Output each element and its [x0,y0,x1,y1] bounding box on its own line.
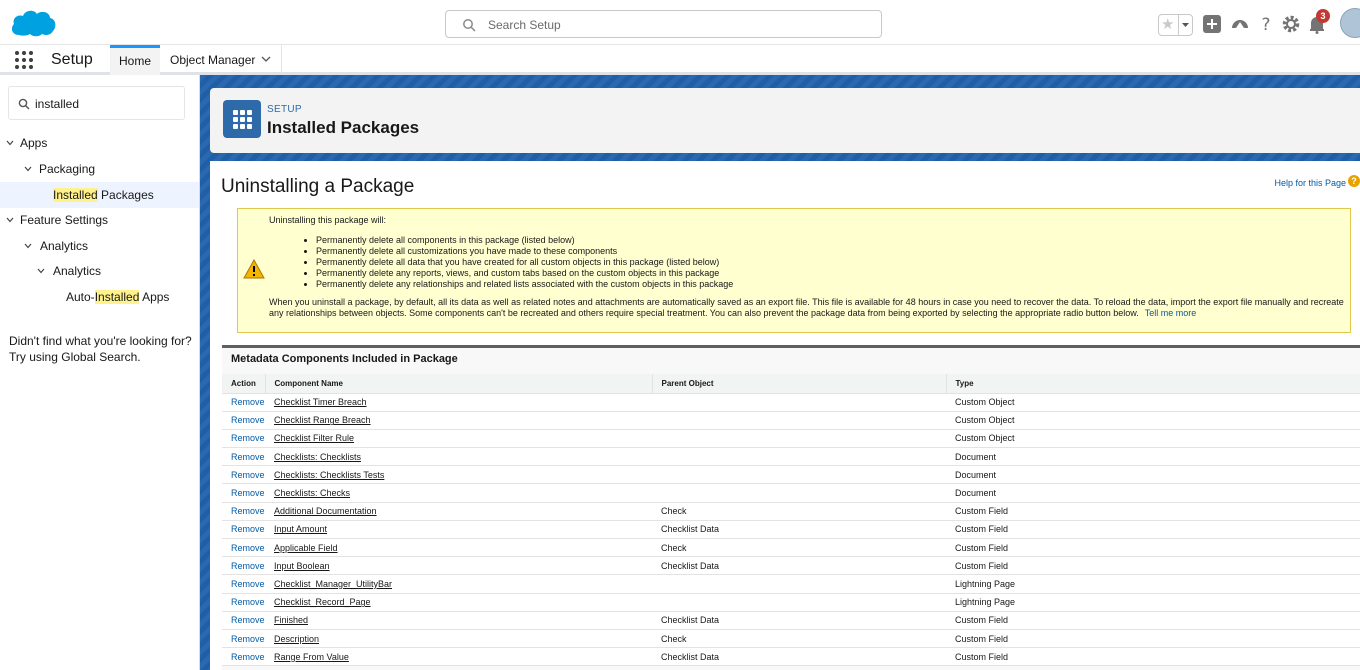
app-name: Setup [51,51,93,68]
table-row [222,448,1360,466]
type-cell: Custom Field [946,520,1360,538]
warning-paragraph: When you uninstall a package, by default, all its data as well as related notes and attachments are automatically saved as an export file. This file is available for 48 hours in case you need to recover the data. To reload the data, import the export file manually and recreate any relationships between objects. Some components can't be recreated and others require special treatment. You can also prevent the package data from being exported by selecting the appropriate radio button below. Tell me more [269,297,1344,318]
action-cell [222,629,265,647]
tree-item-packaging[interactable]: Packaging [24,159,194,179]
component-name-link[interactable]: Checklists: Checks [274,488,351,499]
action-cell [222,575,265,593]
svg-text:?: ? [1261,15,1271,34]
remove-link[interactable]: Remove [231,397,265,408]
component-name-link[interactable]: Checklists: Checklists Tests [274,469,385,480]
table-row [222,466,1360,484]
warning-box [237,208,1351,333]
search-placeholder: Search Setup [488,18,561,32]
table-row [222,520,1360,538]
warning-bullet: • Permanently delete any relationships and related lists associated with the custom objects in this package [316,279,733,290]
parent-object-cell [652,593,946,611]
parent-object-cell: Checklist Data [652,648,946,666]
table-row [222,593,1360,611]
type-cell: Custom Field [946,557,1360,575]
remove-link[interactable]: Remove [231,506,265,517]
action-cell [222,648,265,666]
remove-link[interactable]: Remove [231,451,265,462]
column-header-type: Type [946,374,1360,393]
parent-object-cell: Check [652,502,946,520]
parent-object-cell: Checklist Data [652,611,946,629]
quick-find-value: installed [35,97,80,111]
component-name-cell [265,429,652,447]
component-name-cell [265,520,652,538]
header-icons [1150,10,1360,38]
app-launcher-icon[interactable] [15,51,33,69]
action-cell [222,520,265,538]
favorites-star-icon: ★ [1161,16,1175,33]
apps-grid-icon [223,100,261,138]
action-cell [222,557,265,575]
chevron-down-icon [24,165,32,173]
main-area [200,75,1360,670]
parent-object-cell [652,393,946,411]
table-row [222,557,1360,575]
table-row [222,393,1360,411]
component-name-link[interactable]: Checklist Filter Rule [274,433,355,444]
table-row [222,629,1360,647]
table-row [222,611,1360,629]
action-cell [222,484,265,502]
warning-bullets [316,235,733,290]
tree-item-installed-packages-label: Installed Packages [53,188,154,202]
type-cell: Custom Field [946,648,1360,666]
action-cell [222,429,265,447]
column-header-component-name: Component Name [265,374,652,393]
components-section [222,345,1360,670]
type-cell: Custom Field [946,611,1360,629]
page-title: Installed Packages [267,118,420,137]
type-cell: Lightning Page [946,593,1360,611]
global-search[interactable] [445,10,882,38]
type-cell: Custom Object [946,393,1360,411]
notification-badge: 3 [1316,9,1330,23]
context-bar [0,45,1360,75]
component-name-link[interactable]: Input Amount [274,524,328,535]
chevron-down-icon[interactable] [261,55,271,63]
component-name-cell [265,629,652,647]
warning-bullet: • Permanently delete any reports, views, and custom tabs based on the custom objects in this package [316,268,733,279]
type-cell: Document [946,466,1360,484]
remove-link[interactable]: Remove [231,415,265,426]
parent-object-cell [652,429,946,447]
component-name-cell [265,502,652,520]
caret-down-icon [1179,15,1192,35]
table-row [222,484,1360,502]
action-cell [222,448,265,466]
action-cell [222,502,265,520]
warning-icon [243,259,265,279]
component-name-link[interactable]: Checklist_Manager_UtilityBar [274,578,393,589]
parent-object-cell [652,448,946,466]
page-content [210,161,1360,670]
tree-item-feature-settings[interactable]: Feature Settings [6,210,196,230]
search-icon [462,18,476,32]
help-link[interactable]: Help for this Page [1274,178,1346,188]
remove-link[interactable]: Remove [231,651,265,662]
component-name-cell [265,611,652,629]
component-name-link[interactable]: Checklist_Record_Page [274,597,371,608]
component-name-link[interactable]: Checklist Range Breach [274,415,371,426]
type-cell: Custom Object [946,429,1360,447]
table-row [222,502,1360,520]
tree-item-apps[interactable]: Apps [6,133,196,153]
warning-intro: Uninstalling this package will: [269,215,387,225]
components-title: Metadata Components Included in Package [231,353,458,365]
salesforce-cloud-logo[interactable] [9,8,57,38]
warning-bullet: • Permanently delete all data that you have created for all custom objects in this package (listed below) [316,257,733,268]
type-cell: Custom Field [946,502,1360,520]
type-cell: Document [946,448,1360,466]
trailhead-icon[interactable] [1230,14,1250,34]
chevron-down-icon [24,242,32,250]
warning-bullet: • Permanently delete all components in this package (listed below) [316,235,733,246]
component-name-link[interactable]: Input Boolean [274,560,330,571]
type-cell: Custom Field [946,539,1360,557]
tab-object-manager-label: Object Manager [170,53,256,67]
help-icon[interactable] [1256,14,1276,34]
tab-home[interactable]: Home [110,45,160,75]
component-name-cell [265,648,652,666]
favorites-button[interactable] [1158,14,1193,36]
remove-link[interactable]: Remove [231,560,265,571]
page-header [210,88,1360,153]
chevron-down-icon [6,216,14,224]
remove-link[interactable]: Remove [231,433,265,444]
column-header-action: Action [222,374,265,393]
tree-item-auto-installed-apps[interactable]: Auto-Installed Apps [66,290,170,304]
table-row [222,648,1360,666]
tree-item-analytics-sub[interactable]: Analytics [37,261,197,281]
table-row [222,429,1360,447]
remove-link[interactable]: Remove [231,469,265,480]
action-cell [222,593,265,611]
component-name-link[interactable]: Description [274,633,320,644]
not-found-message: Didn't find what you're looking for? Try using Global Search. [9,334,192,364]
table-row [222,575,1360,593]
component-name-cell [265,466,652,484]
setup-sidebar [0,75,200,670]
type-cell: Lightning Page [946,575,1360,593]
page-eyebrow: SETUP [267,104,302,115]
chevron-down-icon [6,139,14,147]
component-name-cell [265,484,652,502]
component-name-link[interactable]: Finished [274,615,309,626]
global-header [0,0,1360,45]
parent-object-cell [652,484,946,502]
action-cell [222,466,265,484]
tell-me-more-link[interactable]: Tell me more [1144,308,1197,318]
remove-link[interactable]: Remove [231,633,265,644]
quick-find-input[interactable] [8,86,185,120]
parent-object-cell: Check [652,539,946,557]
tree-item-installed-packages[interactable] [0,182,199,208]
search-icon [18,98,30,110]
type-cell: Document [946,484,1360,502]
help-circle-icon[interactable]: ? [1348,175,1360,187]
remove-link[interactable]: Remove [231,542,265,553]
component-name-cell [265,593,652,611]
chevron-down-icon [37,267,45,275]
component-name-cell [265,557,652,575]
avatar[interactable] [1340,8,1360,38]
column-header-parent-object: Parent Object [652,374,946,393]
component-name-link[interactable]: Checklist Timer Breach [274,397,367,408]
component-name-cell [265,575,652,593]
component-name-cell [265,393,652,411]
add-icon[interactable] [1202,14,1222,34]
favorites-dropdown[interactable] [1178,15,1192,35]
type-cell: Custom Field [946,629,1360,647]
remove-link[interactable]: Remove [231,578,265,589]
component-name-cell [265,411,652,429]
remove-link[interactable]: Remove [231,615,265,626]
tree-item-analytics[interactable]: Analytics [24,236,194,256]
remove-link[interactable]: Remove [231,597,265,608]
parent-object-cell: Checklist Data [652,557,946,575]
components-table [222,374,1360,666]
component-name-link[interactable]: Range From Value [274,651,349,662]
remove-link[interactable]: Remove [231,488,265,499]
parent-object-cell: Check [652,629,946,647]
component-name-link[interactable]: Applicable Field [274,542,338,553]
remove-link[interactable]: Remove [231,524,265,535]
tab-object-manager[interactable] [160,45,282,75]
parent-object-cell [652,411,946,429]
table-row [222,411,1360,429]
action-cell [222,611,265,629]
action-cell [222,393,265,411]
action-cell [222,411,265,429]
action-cell [222,539,265,557]
component-name-link[interactable]: Additional Documentation [274,506,377,517]
content-heading: Uninstalling a Package [221,176,415,197]
component-name-cell [265,448,652,466]
gear-icon[interactable] [1281,14,1301,34]
component-name-cell [265,539,652,557]
parent-object-cell: Checklist Data [652,520,946,538]
component-name-link[interactable]: Checklists: Checklists [274,451,362,462]
parent-object-cell [652,466,946,484]
parent-object-cell [652,575,946,593]
type-cell: Custom Object [946,411,1360,429]
warning-bullet: • Permanently delete all customizations you have made to these components [316,246,733,257]
table-row [222,539,1360,557]
